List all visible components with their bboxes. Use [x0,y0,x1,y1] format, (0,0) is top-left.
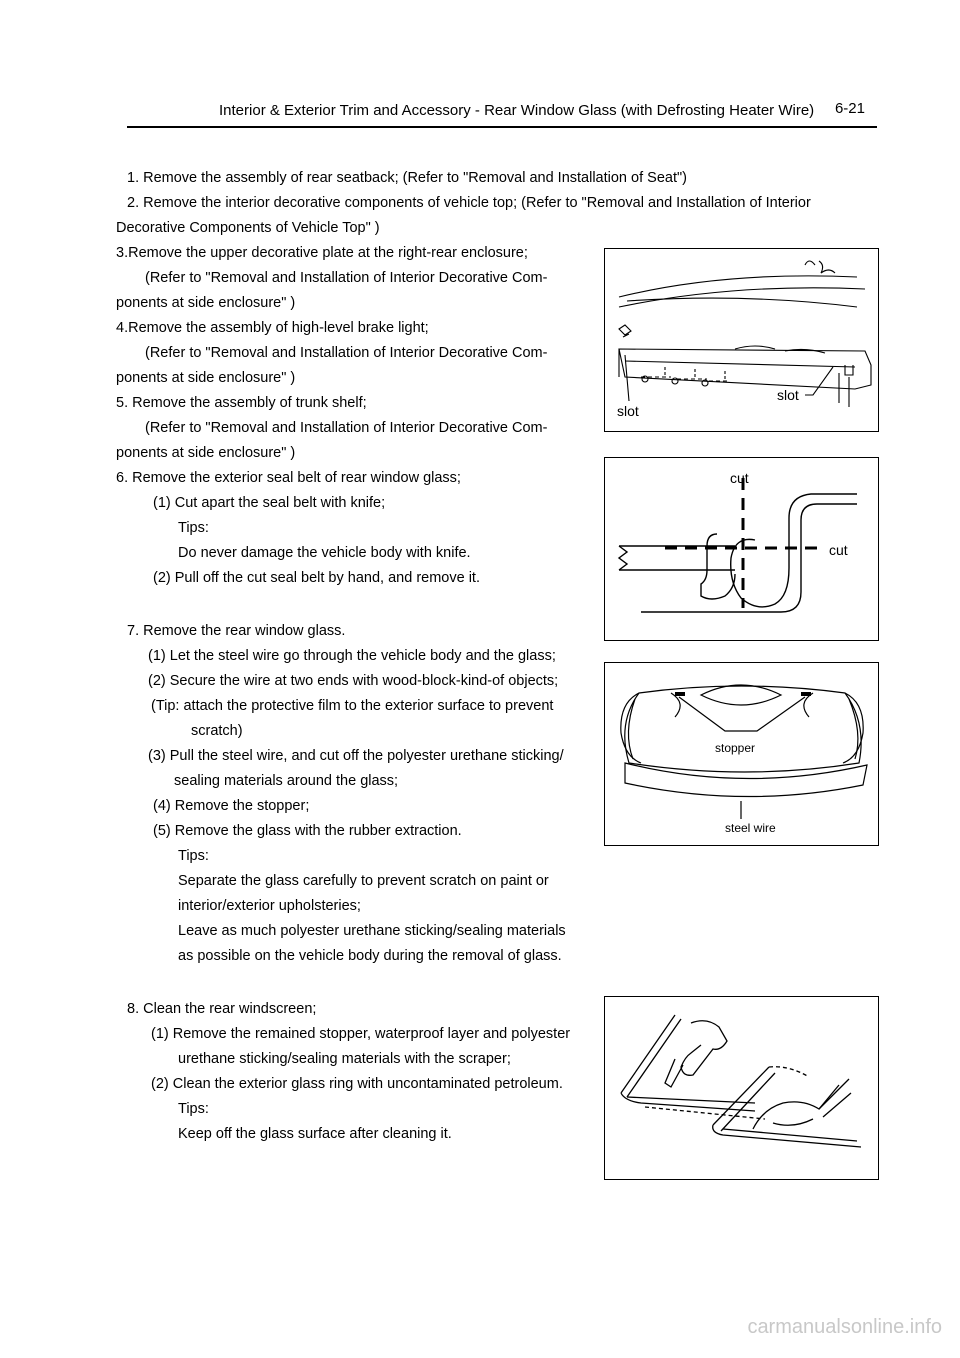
step-5-ref-cont: ponents at side enclosure" ) [116,445,296,461]
label-stopper: stopper [715,741,756,755]
step-7-tip: (Tip: attach the protective film to the exterior surface to prevent [151,698,554,714]
step-8-tip-text: Keep off the glass surface after cleaning it. [178,1126,452,1142]
step-7-tip-text-4: as possible on the vehicle body during the removal of glass. [178,948,562,964]
step-8-1-cont: urethane sticking/sealing materials with the scraper; [178,1051,511,1067]
label-steel-wire: steel wire [725,821,776,835]
label-cut-top: cut [730,470,749,486]
step-7: 7. Remove the rear window glass. [127,623,346,639]
step-5: 5. Remove the assembly of trunk shelf; [116,395,367,411]
step-7-3: (3) Pull the steel wire, and cut off the polyester urethane sticking/ [148,748,564,764]
step-6: 6. Remove the exterior seal belt of rear window glass; [116,470,461,486]
step-7-tip-text-3: Leave as much polyester urethane sticking/sealing materials [178,923,566,939]
step-3-ref-cont: ponents at side enclosure" ) [116,295,296,311]
step-6-tip-text: Do never damage the vehicle body with knife. [178,545,471,561]
step-8-2: (2) Clean the exterior glass ring with uncontaminated petroleum. [151,1076,563,1092]
label-cut-right: cut [829,542,848,558]
watermark: carmanualsonline.info [747,1316,942,1338]
step-2: 2. Remove the interior decorative components of vehicle top; (Refer to "Removal and Installation of Interior [127,195,811,211]
step-8: 8. Clean the rear windscreen; [127,1001,317,1017]
step-4-ref: (Refer to "Removal and Installation of Interior Decorative Com- [145,345,548,361]
step-4-ref-cont: ponents at side enclosure" ) [116,370,296,386]
step-2-cont: Decorative Components of Vehicle Top" ) [116,220,380,236]
page-header [127,96,877,128]
step-7-1: (1) Let the steel wire go through the vehicle body and the glass; [148,648,556,664]
label-slot-left: slot [617,403,639,419]
step-7-2: (2) Secure the wire at two ends with wood-block-kind-of objects; [148,673,559,689]
header-title: Interior & Exterior Trim and Accessory - Rear Window Glass (with Defrosting Heater Wire) [219,102,815,119]
trunk-shelf-drawing [605,249,878,431]
figure-seal-cut [604,457,879,641]
cleaning-drawing [605,997,878,1179]
page-number: 6-21 [834,100,865,117]
step-8-1: (1) Remove the remained stopper, waterproof layer and polyester [151,1026,571,1042]
step-6-2: (2) Pull off the cut seal belt by hand, and remove it. [153,570,480,586]
step-7-tip-text-1: Separate the glass carefully to prevent scratch on paint or [178,873,549,889]
figure-trunk-shelf [604,248,879,432]
step-7-3-cont: sealing materials around the glass; [174,773,399,789]
step-7-tips: Tips: [178,848,209,864]
step-8-tips: Tips: [178,1101,209,1117]
label-slot-right: slot [777,387,799,403]
step-3: 3.Remove the upper decorative plate at the right-rear enclosure; [116,245,528,261]
step-3-ref: (Refer to "Removal and Installation of Interior Decorative Com- [145,270,548,286]
step-4: 4.Remove the assembly of high-level brake light; [116,320,429,336]
step-6-tips: Tips: [178,520,209,536]
step-1: 1. Remove the assembly of rear seatback; (Refer to "Removal and Installation of Seat") [127,170,687,186]
step-7-tip-cont: scratch) [191,723,243,739]
step-7-tip-text-2: interior/exterior upholsteries; [178,898,361,914]
step-7-5: (5) Remove the glass with the rubber extraction. [153,823,462,839]
step-5-ref: (Refer to "Removal and Installation of Interior Decorative Com- [145,420,548,436]
step-7-4: (4) Remove the stopper; [153,798,310,814]
figure-cleaning [604,996,879,1180]
step-6-1: (1) Cut apart the seal belt with knife; [153,495,386,511]
figure-stopper-wire [604,662,879,846]
